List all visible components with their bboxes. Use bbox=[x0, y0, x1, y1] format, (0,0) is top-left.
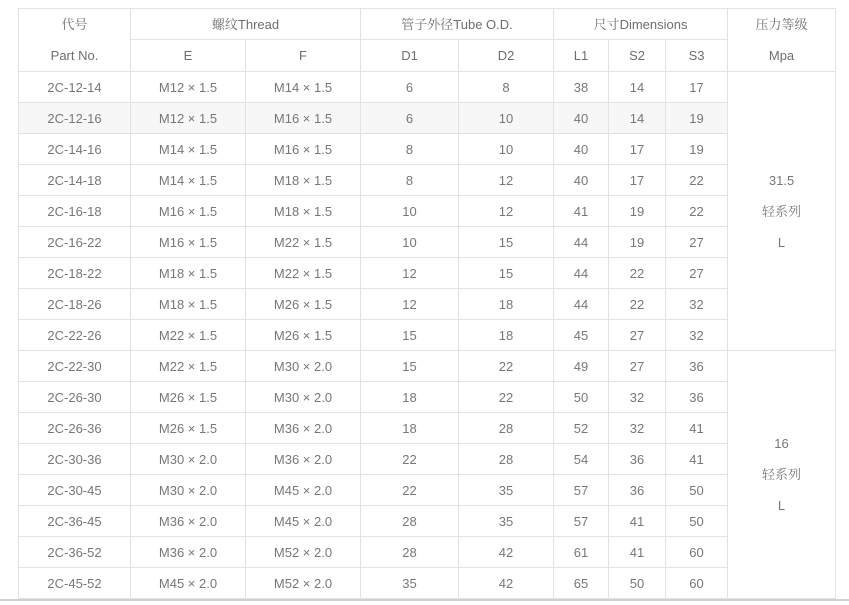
cell-l1: 54 bbox=[554, 444, 609, 475]
header-part-no-zh: 代号 bbox=[61, 17, 88, 32]
table-row bbox=[19, 444, 836, 475]
cell-d1: 10 bbox=[361, 196, 459, 227]
cell-d1: 28 bbox=[361, 537, 459, 568]
bottom-divider bbox=[0, 599, 849, 601]
table-body bbox=[19, 72, 836, 599]
table-row bbox=[19, 537, 836, 568]
table-header bbox=[19, 9, 836, 72]
header-col-s2: S2 bbox=[609, 39, 666, 71]
cell-f: M14 × 1.5 bbox=[246, 72, 361, 103]
cell-s2: 14 bbox=[609, 103, 666, 134]
header-pressure-unit: Mpa bbox=[768, 48, 795, 63]
cell-f: M52 × 2.0 bbox=[246, 568, 361, 599]
cell-e: M14 × 1.5 bbox=[131, 165, 246, 196]
cell-s2: 19 bbox=[609, 196, 666, 227]
cell-part: 2C-30-45 bbox=[19, 475, 131, 506]
cell-s2: 17 bbox=[609, 134, 666, 165]
cell-s3: 41 bbox=[666, 413, 728, 444]
cell-d1: 15 bbox=[361, 320, 459, 351]
cell-f: M16 × 1.5 bbox=[246, 103, 361, 134]
cell-f: M45 × 2.0 bbox=[246, 475, 361, 506]
header-part-no-en: Part No. bbox=[50, 48, 99, 63]
header-pressure-zh: 压力等级 bbox=[755, 17, 808, 32]
cell-part: 2C-22-30 bbox=[19, 351, 131, 382]
pressure-line: 轻系列 bbox=[762, 203, 802, 219]
cell-d1: 8 bbox=[361, 134, 459, 165]
cell-d2: 12 bbox=[459, 196, 554, 227]
cell-l1: 40 bbox=[554, 103, 609, 134]
cell-s2: 41 bbox=[609, 506, 666, 537]
cell-d1: 12 bbox=[361, 258, 459, 289]
cell-s2: 36 bbox=[609, 444, 666, 475]
cell-s3: 27 bbox=[666, 258, 728, 289]
cell-part: 2C-45-52 bbox=[19, 568, 131, 599]
cell-f: M45 × 2.0 bbox=[246, 506, 361, 537]
cell-s2: 22 bbox=[609, 258, 666, 289]
cell-l1: 65 bbox=[554, 568, 609, 599]
header-pressure bbox=[728, 9, 836, 72]
cell-d1: 28 bbox=[361, 506, 459, 537]
cell-l1: 41 bbox=[554, 196, 609, 227]
table-row bbox=[19, 227, 836, 258]
cell-s3: 27 bbox=[666, 227, 728, 258]
cell-d2: 12 bbox=[459, 165, 554, 196]
cell-f: M36 × 2.0 bbox=[246, 444, 361, 475]
cell-part: 2C-30-36 bbox=[19, 444, 131, 475]
cell-s3: 50 bbox=[666, 506, 728, 537]
table-row bbox=[19, 506, 836, 537]
cell-part: 2C-22-26 bbox=[19, 320, 131, 351]
cell-l1: 44 bbox=[554, 289, 609, 320]
cell-d2: 22 bbox=[459, 351, 554, 382]
cell-s3: 41 bbox=[666, 444, 728, 475]
cell-s2: 17 bbox=[609, 165, 666, 196]
cell-part: 2C-18-22 bbox=[19, 258, 131, 289]
cell-d1: 22 bbox=[361, 475, 459, 506]
cell-s3: 60 bbox=[666, 537, 728, 568]
cell-d2: 18 bbox=[459, 289, 554, 320]
cell-s3: 60 bbox=[666, 568, 728, 599]
cell-d1: 12 bbox=[361, 289, 459, 320]
pressure-line: 轻系列 bbox=[762, 467, 802, 482]
cell-f: M30 × 2.0 bbox=[246, 382, 361, 413]
cell-l1: 40 bbox=[554, 165, 609, 196]
cell-e: M45 × 2.0 bbox=[131, 568, 246, 599]
cell-part: 2C-16-18 bbox=[19, 196, 131, 227]
cell-s3: 22 bbox=[666, 165, 728, 196]
cell-s2: 19 bbox=[609, 227, 666, 258]
cell-s2: 32 bbox=[609, 382, 666, 413]
cell-s3: 19 bbox=[666, 134, 728, 165]
header-thread-group: 螺纹Thread bbox=[131, 9, 361, 40]
table-row bbox=[19, 351, 836, 382]
pressure-line: L bbox=[777, 234, 786, 250]
pressure-group-cell bbox=[728, 72, 836, 351]
cell-s2: 41 bbox=[609, 537, 666, 568]
cell-d2: 10 bbox=[459, 103, 554, 134]
cell-f: M22 × 1.5 bbox=[246, 258, 361, 289]
cell-d1: 18 bbox=[361, 413, 459, 444]
cell-d2: 42 bbox=[459, 568, 554, 599]
cell-s3: 50 bbox=[666, 475, 728, 506]
table-row bbox=[19, 568, 836, 599]
cell-l1: 40 bbox=[554, 134, 609, 165]
table-row bbox=[19, 196, 836, 227]
cell-part: 2C-26-30 bbox=[19, 382, 131, 413]
cell-e: M22 × 1.5 bbox=[131, 320, 246, 351]
table-row bbox=[19, 165, 836, 196]
cell-e: M26 × 1.5 bbox=[131, 413, 246, 444]
cell-d2: 22 bbox=[459, 382, 554, 413]
cell-d2: 28 bbox=[459, 444, 554, 475]
cell-s3: 36 bbox=[666, 351, 728, 382]
cell-l1: 57 bbox=[554, 475, 609, 506]
cell-d2: 35 bbox=[459, 506, 554, 537]
table-row bbox=[19, 134, 836, 165]
table-row bbox=[19, 413, 836, 444]
cell-d2: 18 bbox=[459, 320, 554, 351]
cell-e: M16 × 1.5 bbox=[131, 227, 246, 258]
pressure-line: L bbox=[777, 498, 786, 513]
cell-l1: 38 bbox=[554, 72, 609, 103]
cell-d1: 18 bbox=[361, 382, 459, 413]
header-tube-od-group: 管子外径Tube O.D. bbox=[361, 9, 554, 40]
cell-d2: 10 bbox=[459, 134, 554, 165]
header-sub-row bbox=[19, 39, 836, 71]
header-col-f: F bbox=[246, 39, 361, 71]
cell-d2: 15 bbox=[459, 227, 554, 258]
header-col-d2: D2 bbox=[459, 39, 554, 71]
header-dimensions-group: 尺寸Dimensions bbox=[554, 9, 728, 40]
cell-l1: 52 bbox=[554, 413, 609, 444]
header-part-no bbox=[19, 9, 131, 72]
cell-f: M22 × 1.5 bbox=[246, 227, 361, 258]
cell-part: 2C-18-26 bbox=[19, 289, 131, 320]
cell-part: 2C-12-14 bbox=[19, 72, 131, 103]
cell-e: M12 × 1.5 bbox=[131, 72, 246, 103]
cell-d2: 35 bbox=[459, 475, 554, 506]
cell-d2: 15 bbox=[459, 258, 554, 289]
cell-e: M26 × 1.5 bbox=[131, 382, 246, 413]
cell-f: M26 × 1.5 bbox=[246, 320, 361, 351]
cell-d1: 6 bbox=[361, 72, 459, 103]
cell-s2: 50 bbox=[609, 568, 666, 599]
cell-part: 2C-36-45 bbox=[19, 506, 131, 537]
cell-part: 2C-12-16 bbox=[19, 103, 131, 134]
cell-d1: 35 bbox=[361, 568, 459, 599]
header-col-d1: D1 bbox=[361, 39, 459, 71]
table-row bbox=[19, 382, 836, 413]
cell-f: M16 × 1.5 bbox=[246, 134, 361, 165]
cell-d1: 10 bbox=[361, 227, 459, 258]
cell-e: M22 × 1.5 bbox=[131, 351, 246, 382]
header-col-e: E bbox=[131, 39, 246, 71]
cell-f: M26 × 1.5 bbox=[246, 289, 361, 320]
cell-s3: 19 bbox=[666, 103, 728, 134]
cell-e: M30 × 2.0 bbox=[131, 444, 246, 475]
pressure-line: 31.5 bbox=[768, 172, 795, 188]
cell-l1: 57 bbox=[554, 506, 609, 537]
pressure-line: 16 bbox=[774, 436, 789, 451]
cell-part: 2C-14-18 bbox=[19, 165, 131, 196]
cell-l1: 45 bbox=[554, 320, 609, 351]
cell-part: 2C-14-16 bbox=[19, 134, 131, 165]
cell-l1: 50 bbox=[554, 382, 609, 413]
table-row bbox=[19, 475, 836, 506]
cell-f: M52 × 2.0 bbox=[246, 537, 361, 568]
pressure-group-cell bbox=[728, 351, 836, 599]
cell-s2: 14 bbox=[609, 72, 666, 103]
header-col-l1: L1 bbox=[554, 39, 609, 71]
cell-f: M36 × 2.0 bbox=[246, 413, 361, 444]
cell-part: 2C-26-36 bbox=[19, 413, 131, 444]
header-group-row bbox=[19, 9, 836, 40]
cell-s3: 32 bbox=[666, 320, 728, 351]
cell-e: M14 × 1.5 bbox=[131, 134, 246, 165]
cell-f: M30 × 2.0 bbox=[246, 351, 361, 382]
cell-e: M12 × 1.5 bbox=[131, 103, 246, 134]
table-row bbox=[19, 258, 836, 289]
cell-s2: 32 bbox=[609, 413, 666, 444]
cell-d2: 28 bbox=[459, 413, 554, 444]
cell-part: 2C-16-22 bbox=[19, 227, 131, 258]
cell-s3: 22 bbox=[666, 196, 728, 227]
table-row bbox=[19, 289, 836, 320]
table-row bbox=[19, 320, 836, 351]
spec-table bbox=[18, 8, 836, 599]
cell-s2: 27 bbox=[609, 320, 666, 351]
cell-d1: 6 bbox=[361, 103, 459, 134]
cell-d2: 42 bbox=[459, 537, 554, 568]
cell-e: M36 × 2.0 bbox=[131, 506, 246, 537]
cell-e: M18 × 1.5 bbox=[131, 258, 246, 289]
table-row bbox=[19, 72, 836, 103]
cell-d1: 8 bbox=[361, 165, 459, 196]
cell-e: M36 × 2.0 bbox=[131, 537, 246, 568]
cell-f: M18 × 1.5 bbox=[246, 196, 361, 227]
cell-s2: 22 bbox=[609, 289, 666, 320]
cell-s2: 27 bbox=[609, 351, 666, 382]
cell-e: M18 × 1.5 bbox=[131, 289, 246, 320]
cell-d1: 15 bbox=[361, 351, 459, 382]
cell-e: M30 × 2.0 bbox=[131, 475, 246, 506]
cell-l1: 61 bbox=[554, 537, 609, 568]
cell-part: 2C-36-52 bbox=[19, 537, 131, 568]
cell-d1: 22 bbox=[361, 444, 459, 475]
cell-l1: 44 bbox=[554, 258, 609, 289]
cell-e: M16 × 1.5 bbox=[131, 196, 246, 227]
cell-d2: 8 bbox=[459, 72, 554, 103]
cell-s3: 36 bbox=[666, 382, 728, 413]
cell-l1: 49 bbox=[554, 351, 609, 382]
table-row bbox=[19, 103, 836, 134]
header-col-s3: S3 bbox=[666, 39, 728, 71]
cell-l1: 44 bbox=[554, 227, 609, 258]
cell-s3: 32 bbox=[666, 289, 728, 320]
cell-f: M18 × 1.5 bbox=[246, 165, 361, 196]
cell-s3: 17 bbox=[666, 72, 728, 103]
cell-s2: 36 bbox=[609, 475, 666, 506]
